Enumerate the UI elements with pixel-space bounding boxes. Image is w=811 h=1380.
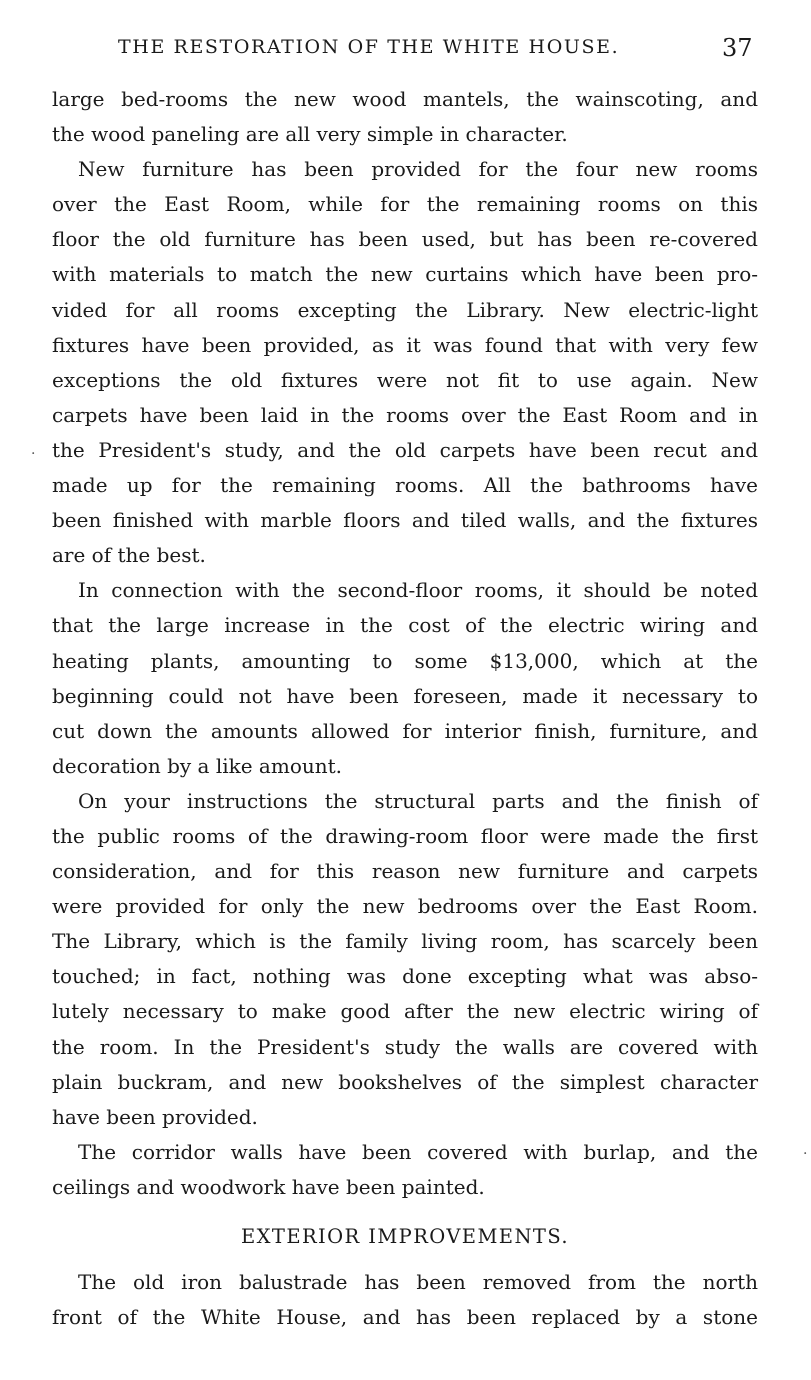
text-line: carpets have been laid in the rooms over the East Room and in <box>52 402 758 427</box>
text-line: the room. In the President's study the walls are covered with <box>52 1034 758 1059</box>
text-line: over the East Room, while for the remaining rooms on this <box>52 192 758 217</box>
text-line: vided for all rooms excepting the Library. New electric-light <box>52 297 758 322</box>
text-line: been finished with marble floors and tiled walls, and the fixtures <box>52 508 758 533</box>
text-line: floor the old furniture has been used, but has been re-covered <box>52 227 758 252</box>
text-line: front of the White House, and has been replaced by a stone <box>52 1305 758 1330</box>
text-line: beginning could not have been foreseen, made it necessary to <box>52 683 758 708</box>
paragraph-balustrade <box>52 1265 758 1335</box>
paragraph-continued <box>52 82 758 152</box>
running-title: THE RESTORATION OF THE WHITE HOUSE. <box>118 36 620 58</box>
text-line: are of the best. <box>52 543 206 568</box>
text-line: lutely necessary to make good after the new electric wiring of <box>52 999 758 1024</box>
text-line: On your instructions the structural parts and the finish of <box>78 788 758 813</box>
text-line: with materials to match the new curtains which have been pro- <box>52 262 758 287</box>
scan-speck: · <box>803 1146 808 1162</box>
text-line: consideration, and for this reason new furniture and carpets <box>52 859 758 884</box>
text-line: touched; in fact, nothing was done excepting what was abso- <box>52 964 758 989</box>
text-line: heating plants, amounting to some $13,000, which at the <box>52 648 758 673</box>
scan-speck: · <box>31 446 36 462</box>
text-line: have been provided. <box>52 1104 258 1129</box>
body-text <box>52 82 758 1335</box>
paragraph-furniture <box>52 152 758 573</box>
text-line: exceptions the old fixtures were not fit to use again. New <box>52 367 758 392</box>
page-number: 37 <box>722 34 753 62</box>
text-line: decoration by a like amount. <box>52 753 343 778</box>
text-line: were provided for only the new bedrooms over the East Room. <box>52 894 758 919</box>
text-line: large bed-rooms the new wood mantels, the wainscoting, and <box>52 87 758 111</box>
paragraph-instructions <box>52 784 758 1135</box>
text-line: cut down the amounts allowed for interior finish, furniture, and <box>52 718 758 743</box>
text-line: The Library, which is the family living room, has scarcely been <box>52 929 758 954</box>
text-line: the wood paneling are all very simple in character. <box>52 122 568 147</box>
text-line: plain buckram, and new bookshelves of the simplest character <box>52 1069 758 1094</box>
text-line: The corridor walls have been covered with burlap, and the <box>78 1139 758 1164</box>
text-line: The old iron balustrade has been removed from the north <box>78 1270 758 1294</box>
section-heading: EXTERIOR IMPROVEMENTS. <box>241 1225 569 1248</box>
text-line: ceilings and woodwork have been painted. <box>52 1174 485 1199</box>
text-line: the public rooms of the drawing-room floor were made the first <box>52 823 758 848</box>
text-line: the President's study, and the old carpets have been recut and <box>52 437 758 462</box>
text-line: In connection with the second-floor rooms, it should be noted <box>78 578 758 603</box>
paragraph-second-floor <box>52 573 758 784</box>
text-line: fixtures have been provided, as it was found that with very few <box>52 332 758 357</box>
text-line: made up for the remaining rooms. All the bathrooms have <box>52 473 758 498</box>
paragraph-corridor <box>52 1135 758 1205</box>
text-line: that the large increase in the cost of the electric wiring and <box>52 613 758 638</box>
text-line: New furniture has been provided for the four new rooms <box>78 157 758 182</box>
running-head <box>0 34 811 64</box>
